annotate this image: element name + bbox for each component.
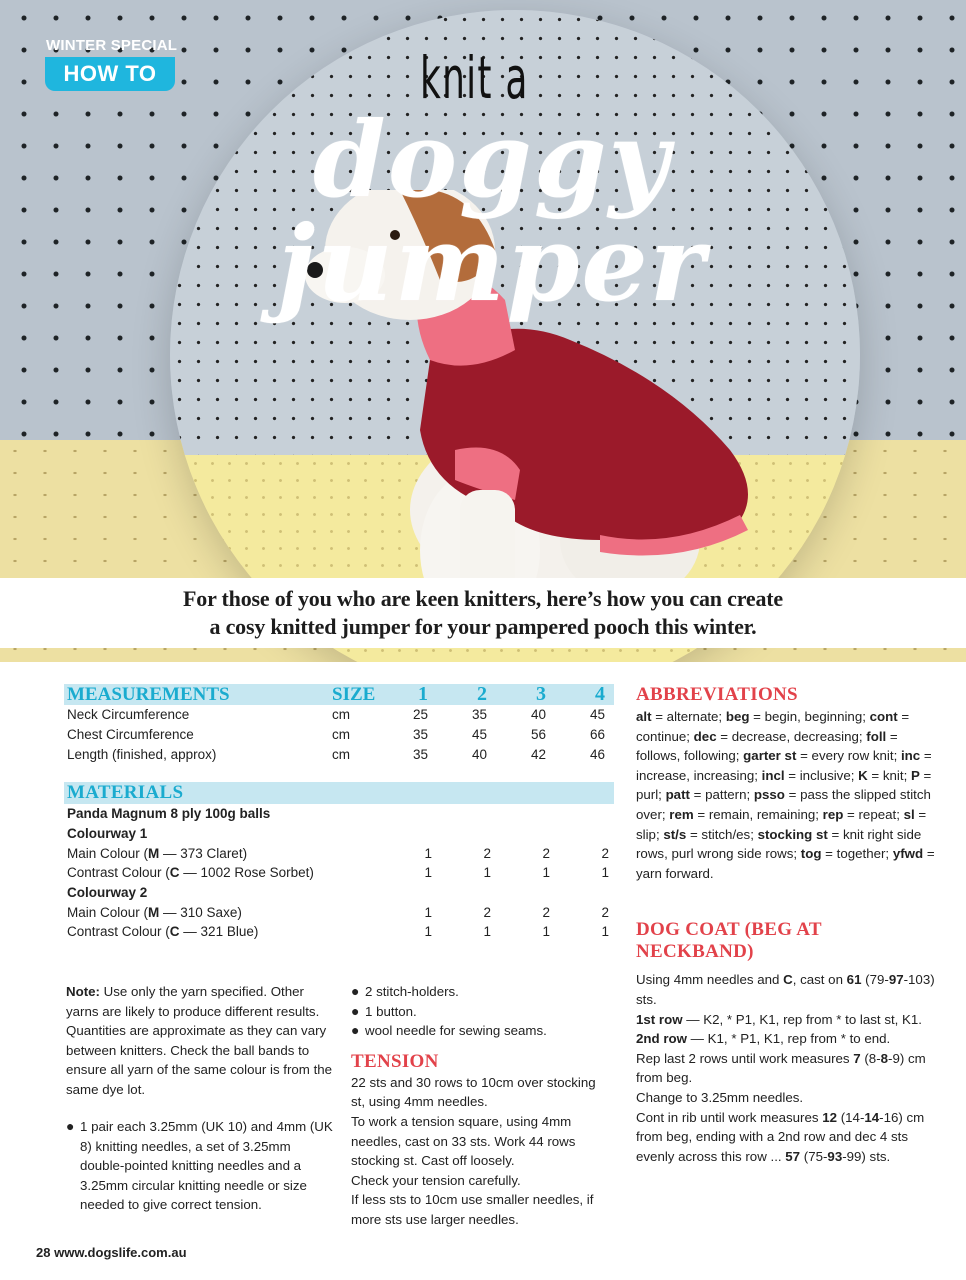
row-label: Contrast Colour (C — 1002 Rose Sorbet) <box>67 865 314 881</box>
cell: 45 <box>589 707 605 723</box>
cell: 1 <box>424 845 432 861</box>
tension-heading: TENSION <box>351 1050 439 1072</box>
size-3: 3 <box>536 683 546 705</box>
pattern-step: Change to 3.25mm needles. <box>636 1089 804 1105</box>
pattern-step: Rep last 2 rows until work measures 7 (8-8-9) cm from beg. <box>636 1050 926 1086</box>
note-text: Use only the yarn specified. Other yarns are likely to produce different results. Quantities are approximate as they can vary between knitters. Check the ball bands to ensure all yarn of the same colour is from the same dye lot. <box>66 984 333 1097</box>
yarn-name: Panda Magnum 8 ply 100g balls <box>67 806 271 822</box>
page-number: 28 <box>36 1245 51 1260</box>
tension-line: Check your tension carefully. <box>351 1172 521 1188</box>
pattern-step: 2nd row — K1, * P1, K1, rep from * to end. <box>636 1031 891 1047</box>
abbreviations-heading: ABBREVIATIONS <box>636 684 798 705</box>
list-item-text: 1 button. <box>365 1003 417 1019</box>
cell: 1 <box>601 924 609 940</box>
size-4: 4 <box>595 683 605 705</box>
list-item-text: wool needle for sewing seams. <box>365 1023 547 1039</box>
row-label: Chest Circumference <box>67 727 194 743</box>
cell: 40 <box>530 707 546 723</box>
abbreviations-body: alt = alternate; beg = begin, beginning; cont = continue; dec = decrease, decreasing; foll = follows, following; garter st = every row knit; inc = increase, increasing; incl = inclusive; K = knit; P = purl; patt = pattern; psso = pass the slipped stitch over; rem = remain, remaining; rep = repeat; sl = slip; st/s = stitch/es; stocking st = knit right side rows, purl wrong side rows; tog = together; yfwd = yarn forward. <box>636 709 935 881</box>
pattern-body <box>636 970 936 1166</box>
cell: 2 <box>601 845 609 861</box>
cell: 1 <box>424 924 432 940</box>
bullet-icon: ● <box>351 983 360 999</box>
cell: 46 <box>589 746 605 762</box>
title-doggy-jumper: doggy jumper <box>277 98 707 325</box>
cell: 1 <box>542 924 550 940</box>
cell: 56 <box>530 727 546 743</box>
measurements-header <box>64 684 614 705</box>
table-row <box>64 863 614 883</box>
colourway-2-heading: Colourway 2 <box>67 885 148 901</box>
title-knit-a: knit a <box>420 44 529 112</box>
supplies-list-needles <box>66 1117 338 1215</box>
table-row <box>64 705 614 725</box>
table-row <box>64 725 614 745</box>
list-item <box>351 1021 613 1041</box>
list-item-text: 1 pair each 3.25mm (UK 10) and 4mm (UK 8) knitting needles, a set of 3.25mm double-pointed knitting needles and a 3.25mm circular knitting needle or size needed to give correct tension. <box>80 1119 333 1213</box>
tension-line: If less sts to 10cm use smaller needles, if more sts use larger needles. <box>351 1192 594 1227</box>
table-row <box>64 922 614 942</box>
cell: 2 <box>542 845 550 861</box>
cell: 1 <box>483 924 491 940</box>
cell: 35 <box>412 746 428 762</box>
table-row <box>64 744 614 764</box>
cell: 1 <box>424 865 432 881</box>
cell: 1 <box>483 865 491 881</box>
how-to-badge: HOW TO <box>45 57 175 91</box>
tension-line: 22 sts and 30 rows to 10cm over stocking st, using 4mm needles. <box>351 1074 596 1110</box>
list-item-text: 2 stitch-holders. <box>365 984 459 999</box>
row-unit: cm <box>332 707 350 723</box>
cell: 42 <box>530 746 546 762</box>
intro-line-1: For those of you who are keen knitters, here’s how you can create <box>183 586 783 611</box>
row-label: Contrast Colour (C — 321 Blue) <box>67 924 259 940</box>
row-unit: cm <box>332 727 350 743</box>
pattern-step: Using 4mm needles and C, cast on 61 (79-97-103) sts. <box>636 972 935 1007</box>
supplies-and-tension <box>351 982 613 1230</box>
measurements-table <box>64 684 614 764</box>
list-item <box>66 1117 338 1215</box>
cell: 40 <box>471 746 487 762</box>
table-row <box>64 902 614 922</box>
row-label: Main Colour (M — 373 Claret) <box>67 845 248 861</box>
cell: 25 <box>412 707 428 723</box>
intro-line-2: a cosy knitted jumper for your pampered pooch this winter. <box>209 614 757 639</box>
cell: 2 <box>542 904 550 920</box>
cell: 1 <box>424 904 432 920</box>
bullet-icon: ● <box>66 1118 75 1134</box>
website-url: www.dogslife.com.au <box>54 1245 187 1260</box>
dog-coat-heading: DOG COAT (BEG AT NECKBAND) <box>636 919 822 963</box>
pattern-step: 1st row — K2, * P1, K1, rep from * to last st, K1. <box>636 1011 923 1027</box>
cell: 1 <box>601 865 609 881</box>
list-item <box>351 982 613 1002</box>
row-unit: cm <box>332 746 350 762</box>
materials-table <box>64 782 614 942</box>
size-1: 1 <box>418 683 428 705</box>
cell: 2 <box>601 904 609 920</box>
table-row <box>64 843 614 863</box>
bullet-icon: ● <box>351 1002 360 1019</box>
yarn-note <box>66 982 338 1100</box>
measurements-heading: MEASUREMENTS <box>67 683 230 705</box>
row-label: Length (finished, approx) <box>67 746 217 762</box>
cell: 35 <box>471 707 487 723</box>
cell: 45 <box>471 727 487 743</box>
cell: 2 <box>483 904 491 920</box>
abbreviations-and-pattern <box>636 684 936 1166</box>
cell: 1 <box>542 865 550 881</box>
row-label: Neck Circumference <box>67 707 190 723</box>
page-footer <box>36 1245 187 1260</box>
tension-line: To work a tension square, using 4mm needles, cast on 33 sts. Work 44 rows stocking st. Cast off loosely. <box>351 1113 576 1169</box>
size-heading: SIZE <box>332 683 376 705</box>
cell: 66 <box>589 727 605 743</box>
row-label: Main Colour (M — 310 Saxe) <box>67 904 242 920</box>
size-2: 2 <box>477 683 487 705</box>
materials-heading: MATERIALS <box>64 782 614 804</box>
cell: 35 <box>412 727 428 743</box>
cell: 2 <box>483 845 491 861</box>
pattern-step: Cont in rib until work measures 12 (14-14-16) cm from beg, ending with a 2nd row and dec 4 sts evenly across this row ... 57 (75-93-99) sts. <box>636 1109 925 1164</box>
note-label: Note: <box>66 984 100 999</box>
colourway-1-heading: Colourway 1 <box>67 826 148 842</box>
list-item <box>351 1002 613 1022</box>
section-kicker: WINTER SPECIAL <box>46 37 178 54</box>
intro-standfirst <box>0 578 966 648</box>
bullet-icon: ● <box>351 1022 360 1039</box>
